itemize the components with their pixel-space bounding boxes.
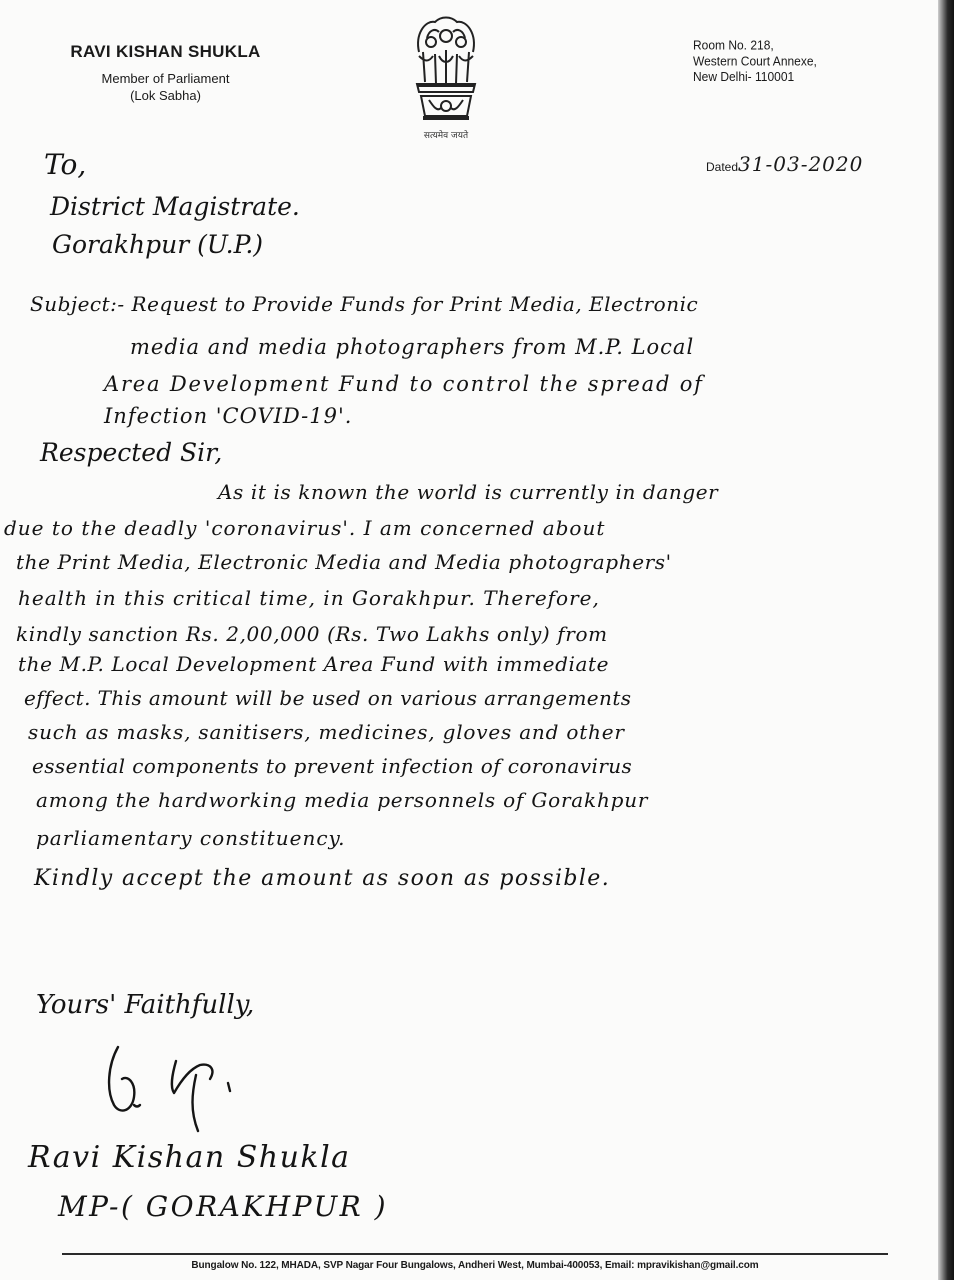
body-line: As it is known the world is currently in danger	[218, 480, 719, 504]
body-line: essential components to prevent infection of coronavirus	[32, 754, 633, 778]
body-line: parliamentary constituency.	[36, 826, 346, 850]
scan-edge-shadow	[938, 0, 954, 1280]
signer-name: Ravi Kishan Shukla	[28, 1140, 351, 1175]
office-address	[693, 38, 883, 85]
sender-title-line: Member of Parliament	[101, 71, 230, 86]
emblem-motto: सत्यमेव जयते	[423, 131, 469, 141]
signature-scribble	[100, 1035, 250, 1140]
sender-title	[48, 70, 283, 104]
body-line: Kindly accept the amount as soon as possible.	[34, 866, 611, 891]
footer-address: Bungalow No. 122, MHADA, SVP Nagar Four Bungalows, Andheri West, Mumbai-400053, Email: mpravikishan@gmail.com	[191, 1260, 759, 1271]
body-line: among the hardworking media personnels of Gorakhpur	[36, 788, 649, 812]
subject-line: media and media photographers from M.P. Local	[130, 335, 695, 359]
footer-divider	[62, 1253, 888, 1255]
valediction: Yours' Faithfully,	[36, 990, 255, 1020]
subject-line: Area Development Fund to control the spread of	[104, 372, 704, 396]
body-line: the Print Media, Electronic Media and Media photographers'	[16, 550, 672, 574]
body-line: kindly sanction Rs. 2,00,000 (Rs. Two Lakhs only) from	[16, 622, 608, 646]
recipient-line: District Magistrate.	[50, 192, 300, 221]
subject-line: Infection 'COVID-19'.	[104, 404, 353, 428]
address-line: Room No. 218,	[693, 38, 774, 53]
address-line: Western Court Annexe,	[693, 53, 817, 69]
body-line: such as masks, sanitisers, medicines, gloves and other	[28, 720, 625, 744]
sender-title-line: (Lok Sabha)	[130, 88, 201, 103]
body-line: effect. This amount will be used on various arrangements	[24, 686, 632, 710]
date-line	[706, 152, 906, 176]
recipient-line: Gorakhpur (U.P.)	[52, 230, 264, 259]
body-line: health in this critical time, in Gorakhpur. Therefore,	[18, 586, 600, 610]
address-line: New Delhi- 110001	[693, 69, 795, 85]
sender-name: RAVI KISHAN SHUKLA	[70, 42, 261, 61]
body-line: the M.P. Local Development Area Fund with immediate	[18, 652, 610, 676]
dated-label: Dated	[706, 160, 739, 174]
body-line: due to the deadly 'coronavirus'. I am concerned about	[4, 516, 606, 540]
salutation: Respected Sir,	[40, 438, 223, 467]
dated-value: 31-03-2020	[738, 152, 864, 176]
subject-line: Subject:- Request to Provide Funds for Print Media, Electronic	[30, 292, 699, 316]
recipient-to: To,	[44, 148, 87, 181]
signer-role: MP-( GORAKHPUR )	[58, 1190, 389, 1223]
